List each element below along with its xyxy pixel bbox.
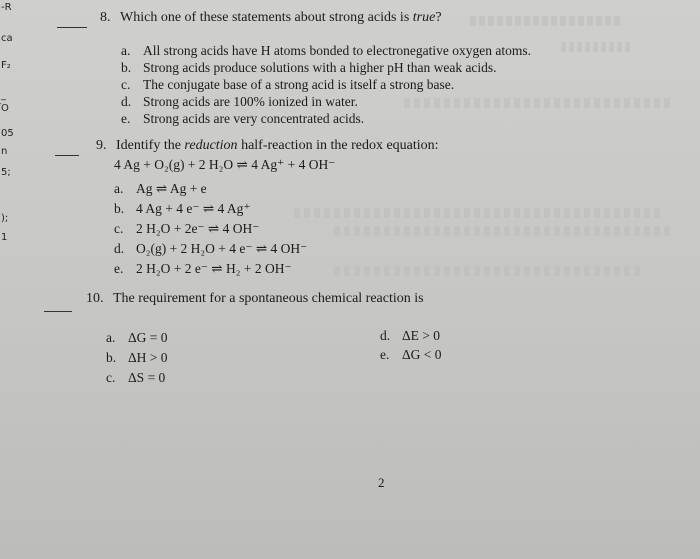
option-letter: e. [114, 261, 124, 276]
question-text-end: half-reaction in the redox equation: [237, 138, 439, 153]
margin-mark: F₂ [1, 60, 11, 71]
option-8e [121, 111, 364, 127]
option-letter: b. [114, 201, 125, 216]
margin-mark: ); [1, 213, 9, 224]
option-text: Strong acids produce solutions with a higher pH than weak acids. [143, 60, 497, 75]
option-letter: c. [106, 370, 116, 385]
option-text: All strong acids have H atoms bonded to electronegative oxygen atoms. [143, 43, 532, 58]
option-letter: e. [380, 347, 390, 362]
option-text: Strong acids are very concentrated acids. [143, 111, 365, 126]
margin-mark: ca [1, 33, 13, 44]
option-9e [114, 261, 292, 277]
question-10 [86, 291, 424, 307]
option-letter: a. [121, 43, 131, 58]
option-9b [114, 201, 251, 217]
option-8a [121, 43, 531, 59]
option-text: Strong acids are 100% ionized in water. [143, 94, 358, 109]
option-8b [121, 60, 497, 76]
option-text: 2 H₂O + 2e⁻ ⇌ 4 OH⁻ [136, 221, 260, 236]
question-9 [96, 138, 439, 154]
option-9c [114, 221, 259, 237]
option-text: O₂(g) + 2 H₂O + 4 e⁻ ⇌ 4 OH⁻ [136, 241, 308, 256]
margin-mark: ̅O [1, 103, 9, 114]
option-9d [114, 241, 307, 257]
answer-blank[interactable] [55, 155, 79, 156]
option-text: ΔS = 0 [128, 370, 166, 385]
option-10b [106, 350, 168, 366]
margin-mark: n [1, 146, 8, 157]
option-letter: c. [114, 221, 124, 236]
show-through-texture [290, 208, 660, 218]
option-text: ΔE > 0 [402, 328, 441, 343]
option-9a [114, 181, 207, 197]
question-emphasis: true [412, 10, 436, 25]
redox-equation: 4 Ag + O₂(g) + 2 H₂O ⇌ 4 Ag⁺ + 4 OH⁻ [114, 157, 336, 172]
option-letter: d. [380, 328, 391, 343]
question-number: 9. [96, 138, 107, 153]
question-text-end: ? [435, 10, 442, 25]
option-text: 4 Ag + 4 e⁻ ⇌ 4 Ag⁺ [136, 201, 251, 216]
margin-mark: 1 [1, 232, 8, 243]
option-10e [380, 347, 442, 363]
option-text: ΔG < 0 [402, 347, 442, 362]
option-10a [106, 330, 168, 346]
option-letter: d. [114, 241, 125, 256]
answer-blank[interactable] [44, 311, 72, 312]
option-letter: e. [121, 111, 131, 126]
option-text: ΔG = 0 [128, 330, 168, 345]
option-letter: a. [106, 330, 116, 345]
margin-mark: 5; [1, 167, 11, 178]
option-text: Ag ⇌ Ag + e [136, 181, 207, 196]
option-letter: b. [106, 350, 117, 365]
option-text: ΔH > 0 [128, 350, 168, 365]
option-text: 2 H₂O + 2 e⁻ ⇌ H₂ + 2 OH⁻ [136, 261, 292, 276]
question-text: Which one of these statements about strong acids is [120, 10, 413, 25]
question-text: The requirement for a spontaneous chemical reaction is [113, 291, 424, 306]
question-8 [100, 10, 442, 26]
show-through-texture [470, 16, 620, 26]
option-letter: d. [121, 94, 132, 109]
option-letter: a. [114, 181, 124, 196]
option-letter: c. [121, 77, 131, 92]
option-letter: b. [121, 60, 132, 75]
left-margin-marks [0, 0, 18, 559]
option-8d [121, 94, 358, 110]
option-8c [121, 77, 454, 93]
show-through-texture [330, 226, 670, 236]
show-through-texture [330, 266, 640, 276]
page-number: 2 [378, 475, 385, 490]
question-number: 10. [86, 291, 104, 306]
option-text: The conjugate base of a strong acid is itself a strong base. [143, 77, 455, 92]
answer-blank[interactable] [57, 27, 87, 28]
margin-mark: _ [1, 90, 6, 101]
option-10c [106, 370, 165, 386]
margin-mark: -R [1, 2, 12, 13]
question-number: 8. [100, 10, 111, 25]
option-10d [380, 328, 440, 344]
show-through-texture [560, 42, 630, 52]
show-through-texture [400, 98, 670, 108]
margin-mark: 05 [1, 128, 14, 139]
question-text: Identify the [116, 138, 185, 153]
question-emphasis: reduction [184, 138, 238, 153]
